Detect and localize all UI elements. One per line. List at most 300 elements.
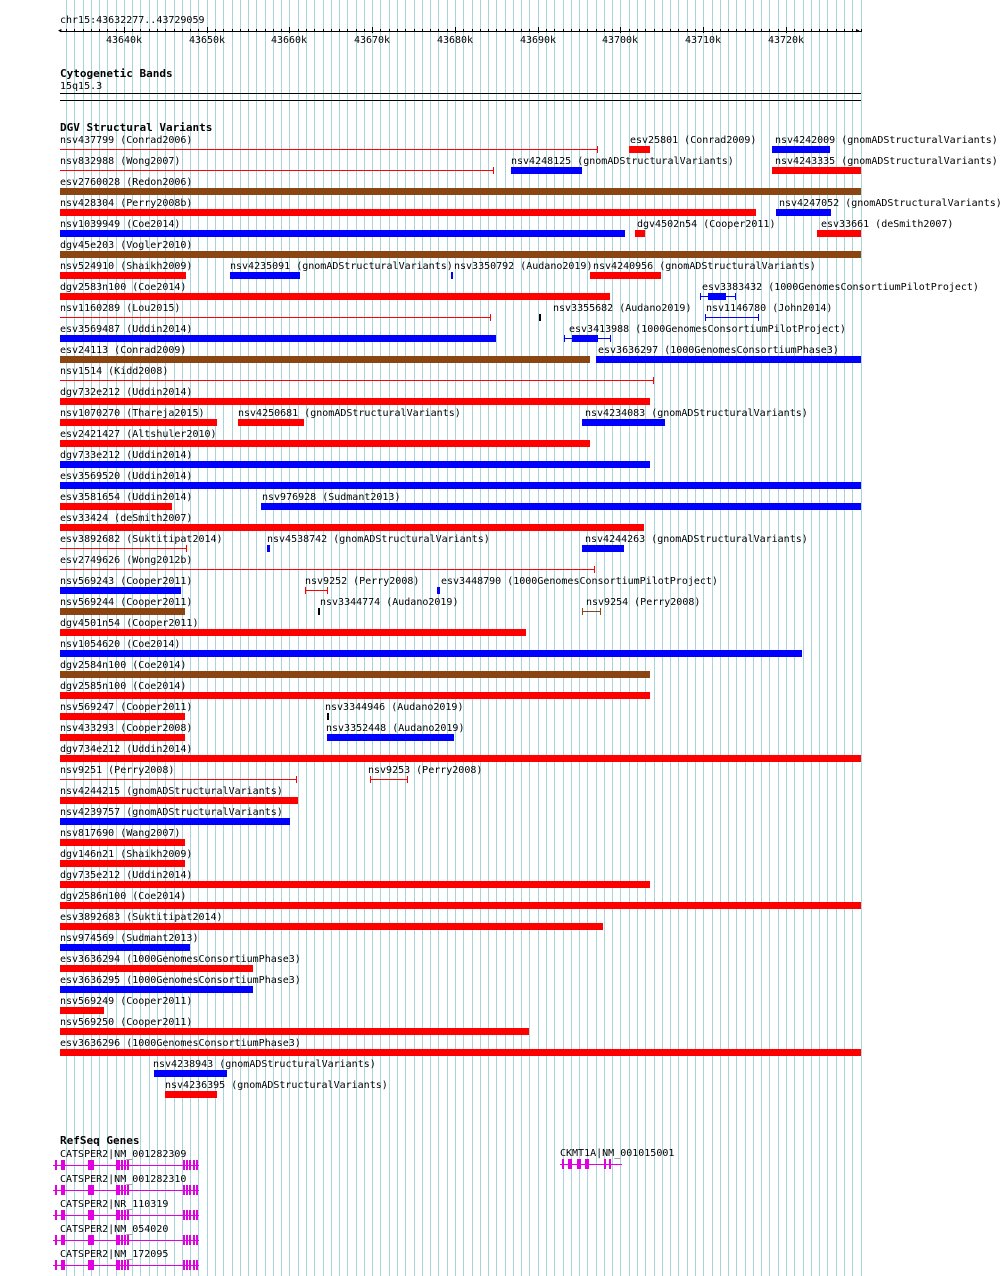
ruler-minor-tick (198, 29, 199, 32)
gene-exon (189, 1260, 191, 1270)
ruler-minor-tick (306, 29, 307, 32)
sv-label[interactable]: nsv4236395 (gnomADStructuralVariants) (165, 1080, 388, 1091)
sv-label[interactable]: nsv569244 (Cooper2011) (60, 597, 193, 608)
ruler-minor-tick (414, 29, 415, 32)
gene-label[interactable]: CATSPER2|NM_001282310 (60, 1174, 187, 1185)
ruler-minor-tick (480, 29, 481, 32)
gene-intron-line[interactable] (53, 1265, 199, 1266)
ruler-minor-tick (364, 29, 365, 32)
gene-exon (55, 1210, 57, 1220)
gene-exon (121, 1210, 123, 1220)
sv-label[interactable]: dgv733e212 (Uddin2014) (60, 450, 193, 461)
gene-exon (193, 1160, 195, 1170)
gene-exon (121, 1260, 123, 1270)
sv-feature-bar[interactable] (539, 314, 541, 321)
sv-feature-bar[interactable] (60, 986, 253, 993)
gene-exon (189, 1235, 191, 1245)
sv-feature-bar[interactable] (60, 587, 181, 594)
ruler-minor-tick (140, 29, 141, 32)
sv-label[interactable]: dgv2585n100 (Coe2014) (60, 681, 187, 692)
gene-exon (121, 1235, 123, 1245)
sv-feature-bar[interactable] (60, 209, 756, 216)
sv-feature-span[interactable] (705, 317, 759, 318)
sv-label[interactable]: nsv433293 (Cooper2008) (60, 723, 193, 734)
ruler-minor-tick (447, 29, 448, 32)
ruler-minor-tick (422, 29, 423, 32)
gene-exon (92, 1235, 94, 1245)
gene-exon (183, 1160, 185, 1170)
gene-glyph-ckmt1a[interactable] (560, 1159, 622, 1171)
ruler-tick (289, 27, 290, 33)
sv-feature-bar[interactable] (60, 251, 861, 258)
sv-label[interactable]: nsv4538742 (gnomADStructuralVariants) (267, 534, 490, 545)
sv-label[interactable]: nsv9253 (Perry2008) (368, 765, 483, 776)
sv-feature-span[interactable] (60, 317, 491, 318)
sv-label[interactable]: nsv4248125 (gnomADStructuralVariants) (511, 156, 734, 167)
gene-exon (193, 1260, 195, 1270)
sv-feature-bar[interactable] (60, 734, 185, 741)
sv-label[interactable]: nsv4238943 (gnomADStructuralVariants) (153, 1059, 376, 1070)
sv-label[interactable]: nsv9252 (Perry2008) (305, 576, 420, 587)
ruler-minor-tick (654, 29, 655, 32)
sv-feature-bar[interactable] (60, 461, 650, 468)
sv-label[interactable]: nsv4242009 (gnomADStructuralVariants) (775, 135, 998, 146)
sv-feature-bar[interactable] (327, 713, 329, 720)
sv-label[interactable]: nsv4234083 (gnomADStructuralVariants) (585, 408, 808, 419)
sv-feature-bar[interactable] (635, 230, 645, 237)
ruler-tick-label: 43710k (684, 35, 722, 46)
gene-exon (63, 1185, 65, 1195)
sv-feature-cap (597, 146, 598, 153)
ruler-minor-tick (563, 29, 564, 32)
ruler-minor-tick (165, 29, 166, 32)
sv-feature-bar[interactable] (60, 482, 861, 489)
ruler-axis (60, 31, 861, 32)
cytoband-track-title[interactable]: Cytogenetic Bands (60, 67, 173, 80)
sv-feature-bar[interactable] (60, 671, 650, 678)
gene-exon (63, 1235, 65, 1245)
sv-feature-bar[interactable] (60, 923, 603, 930)
sv-label[interactable]: nsv1146780 (John2014) (706, 303, 833, 314)
sv-label[interactable]: esv33661 (deSmith2007) (821, 219, 954, 230)
ruler-minor-tick (579, 29, 580, 32)
sv-feature-span[interactable] (370, 779, 408, 780)
ruler-minor-tick (571, 29, 572, 32)
ruler-minor-tick (596, 29, 597, 32)
sv-label[interactable]: esv3383432 (1000GenomesConsortiumPilotProject) (702, 282, 979, 293)
sv-feature-bar[interactable] (60, 629, 526, 636)
sv-feature-bar[interactable] (582, 419, 665, 426)
sv-label[interactable]: nsv569249 (Cooper2011) (60, 996, 193, 1007)
sv-feature-bar[interactable] (451, 272, 453, 279)
ruler-minor-tick (844, 29, 845, 32)
sv-feature-bar[interactable] (154, 1070, 227, 1077)
ruler-minor-tick (819, 29, 820, 32)
gene-label[interactable]: CATSPER2|NM_001282309 (60, 1149, 187, 1160)
cytoband-label: 15q15.3 (60, 81, 103, 92)
ruler-minor-tick (83, 29, 84, 32)
sv-feature-bar[interactable] (60, 902, 861, 909)
sv-feature-bar[interactable] (817, 230, 861, 237)
ruler-minor-tick (778, 29, 779, 32)
ruler-minor-tick (472, 29, 473, 32)
sv-label[interactable]: esv33424 (deSmith2007) (60, 513, 193, 524)
gene-intron-line[interactable] (53, 1240, 199, 1241)
ruler-minor-tick (496, 29, 497, 32)
ruler-minor-tick (728, 29, 729, 32)
sv-feature-cap (490, 314, 491, 321)
sv-feature-cap (305, 587, 306, 594)
sv-feature-core[interactable] (572, 335, 598, 342)
ruler-minor-tick (852, 29, 853, 32)
sv-feature-bar[interactable] (267, 545, 270, 552)
sv-feature-span[interactable] (582, 611, 601, 612)
sv-feature-bar[interactable] (60, 755, 861, 762)
ruler-minor-tick (389, 29, 390, 32)
ruler-minor-tick (546, 29, 547, 32)
sv-feature-bar[interactable] (60, 188, 861, 195)
ruler-minor-tick (215, 29, 216, 32)
sv-label[interactable]: dgv735e212 (Uddin2014) (60, 870, 193, 881)
sv-label[interactable]: nsv4235091 (gnomADStructuralVariants) (230, 261, 453, 272)
gene-label[interactable]: CATSPER2|NM_054020 (60, 1224, 169, 1235)
sv-feature-bar[interactable] (590, 272, 661, 279)
sv-label[interactable]: nsv4244263 (gnomADStructuralVariants) (585, 534, 808, 545)
gene-label[interactable]: CATSPER2|NM_172095 (60, 1249, 169, 1260)
sv-feature-bar[interactable] (60, 965, 253, 972)
ruler-minor-tick (513, 29, 514, 32)
sv-label[interactable]: esv3636294 (1000GenomesConsortiumPhase3) (60, 954, 301, 965)
ruler-minor-tick (612, 29, 613, 32)
sv-label[interactable]: nsv817690 (Wang2007) (60, 828, 181, 839)
gene-exon (186, 1260, 188, 1270)
gene-exon (186, 1160, 188, 1170)
gene-exon (118, 1160, 120, 1170)
gene-exon (118, 1260, 120, 1270)
gene-exon (196, 1210, 198, 1220)
ruler-minor-tick (803, 29, 804, 32)
ruler-minor-tick (604, 29, 605, 32)
sv-feature-cap (493, 167, 494, 174)
sv-label[interactable]: dgv4502n54 (Cooper2011) (637, 219, 776, 230)
sv-feature-bar[interactable] (629, 146, 650, 153)
sv-label[interactable]: esv3569487 (Uddin2014) (60, 324, 193, 335)
ruler-minor-tick (836, 29, 837, 32)
sv-feature-cap (653, 377, 654, 384)
sv-feature-cap (705, 314, 706, 321)
ruler-tick (207, 27, 208, 33)
sv-label[interactable]: dgv734e212 (Uddin2014) (60, 744, 193, 755)
sv-label[interactable]: dgv4501n54 (Cooper2011) (60, 618, 199, 629)
ruler-tick-label: 43650k (188, 35, 226, 46)
gene-exon (92, 1185, 94, 1195)
sv-label[interactable]: nsv9254 (Perry2008) (586, 597, 701, 608)
sv-label[interactable]: dgv146n21 (Shaikh2009) (60, 849, 193, 860)
gene-exon (189, 1160, 191, 1170)
ruler-minor-tick (74, 29, 75, 32)
ruler-tick (538, 27, 539, 33)
sv-feature-cap (758, 314, 759, 321)
ruler-minor-tick (116, 29, 117, 32)
gene-exon (186, 1210, 188, 1220)
sv-label[interactable]: nsv4244215 (gnomADStructuralVariants) (60, 786, 283, 797)
sv-label[interactable]: nsv974569 (Sudmant2013) (60, 933, 199, 944)
sv-feature-cap (370, 776, 371, 783)
gene-exon (63, 1260, 65, 1270)
sv-feature-bar[interactable] (582, 545, 624, 552)
sv-label[interactable]: nsv3344774 (Audano2019) (320, 597, 459, 608)
gene-exon (183, 1260, 185, 1270)
ruler-minor-tick (256, 29, 257, 32)
ruler-minor-tick (629, 29, 630, 32)
ruler-tick (786, 27, 787, 33)
sv-label[interactable]: dgv2584n100 (Coe2014) (60, 660, 187, 671)
sv-label[interactable]: nsv4250681 (gnomADStructuralVariants) (238, 408, 461, 419)
sv-label[interactable]: nsv569243 (Cooper2011) (60, 576, 193, 587)
sv-feature-core[interactable] (708, 293, 726, 300)
gene-exon (121, 1185, 123, 1195)
sv-label[interactable]: esv3892682 (Suktitipat2014) (60, 534, 223, 545)
ruler-minor-tick (637, 29, 638, 32)
ruler-minor-tick (107, 29, 108, 32)
gene-exon (124, 1210, 126, 1220)
ruler-minor-tick (438, 29, 439, 32)
sv-feature-cap (735, 293, 736, 300)
sv-feature-span[interactable] (305, 590, 328, 591)
sv-feature-bar[interactable] (60, 230, 625, 237)
gene-exon (193, 1235, 195, 1245)
ruler-minor-tick (529, 29, 530, 32)
sv-feature-bar[interactable] (60, 356, 590, 363)
sv-feature-cap (610, 335, 611, 342)
ruler-minor-tick (587, 29, 588, 32)
gene-exon (92, 1210, 94, 1220)
sv-label[interactable]: nsv524910 (Shaikh2009) (60, 261, 193, 272)
ruler-tick (372, 27, 373, 33)
sv-label[interactable]: dgv2583n100 (Coe2014) (60, 282, 187, 293)
sv-label[interactable]: nsv4243335 (gnomADStructuralVariants) (775, 156, 998, 167)
sv-feature-span[interactable] (60, 779, 297, 780)
sv-label[interactable]: esv25801 (Conrad2009) (630, 135, 757, 146)
sv-feature-bar[interactable] (60, 398, 650, 405)
sv-label[interactable]: esv2749626 (Wong2012b) (60, 555, 193, 566)
gene-exon (127, 1185, 129, 1195)
sv-label[interactable]: nsv3350792 (Audano2019) (454, 261, 593, 272)
gene-intron-line[interactable] (53, 1190, 199, 1191)
gene-label-ckmt1a[interactable]: CKMT1A|NM_001015001 (560, 1148, 675, 1159)
sv-label[interactable]: nsv1514 (Kidd2008) (60, 366, 169, 377)
sv-label[interactable]: nsv3344946 (Audano2019) (325, 702, 464, 713)
sv-label[interactable]: dgv732e212 (Uddin2014) (60, 387, 193, 398)
sv-feature-bar[interactable] (60, 818, 290, 825)
ruler-minor-tick (149, 29, 150, 32)
sv-feature-bar[interactable] (60, 1028, 529, 1035)
sv-label[interactable]: nsv428304 (Perry2008b) (60, 198, 193, 209)
gene-exon (183, 1210, 185, 1220)
ruler-minor-tick (223, 29, 224, 32)
sv-label[interactable]: nsv3355682 (Audano2019) (553, 303, 692, 314)
sv-label[interactable]: nsv1054620 (Coe2014) (60, 639, 181, 650)
ruler-minor-tick (811, 29, 812, 32)
sv-label[interactable]: nsv569250 (Cooper2011) (60, 1017, 193, 1028)
sv-feature-bar[interactable] (60, 650, 802, 657)
grid-line (861, 0, 862, 1276)
sv-feature-bar[interactable] (511, 167, 582, 174)
sv-feature-cap (296, 776, 297, 783)
sv-feature-bar[interactable] (60, 503, 172, 510)
ruler-tick-label: 43720k (767, 35, 805, 46)
ruler-minor-tick (662, 29, 663, 32)
sv-feature-bar[interactable] (60, 860, 185, 867)
sv-feature-bar[interactable] (60, 440, 590, 447)
sv-label[interactable]: dgv45e203 (Vogler2010) (60, 240, 193, 251)
cytoband-band-line (60, 93, 861, 94)
sv-feature-bar[interactable] (60, 1049, 861, 1056)
gene-exon (118, 1235, 120, 1245)
gene-exon (124, 1235, 126, 1245)
sv-label[interactable]: nsv569247 (Cooper2011) (60, 702, 193, 713)
sv-feature-cap (700, 293, 701, 300)
ruler-tick (703, 27, 704, 33)
sv-label[interactable]: esv2760028 (Redon2006) (60, 177, 193, 188)
gene-intron-line[interactable] (53, 1215, 199, 1216)
ruler-minor-tick (273, 29, 274, 32)
ruler-minor-tick (331, 29, 332, 32)
sv-label[interactable]: esv2421427 (Altshuler2010) (60, 429, 217, 440)
ruler-minor-tick (505, 29, 506, 32)
sv-feature-span[interactable] (60, 548, 187, 549)
ruler-minor-tick (380, 29, 381, 32)
sv-feature-bar[interactable] (261, 503, 861, 510)
sv-feature-span[interactable] (60, 380, 654, 381)
sv-label[interactable]: nsv1160289 (Lou2015) (60, 303, 181, 314)
gene-exon (92, 1260, 94, 1270)
sv-feature-bar[interactable] (60, 692, 650, 699)
gene-exon (193, 1185, 195, 1195)
gene-exon (196, 1260, 198, 1270)
ruler-minor-tick (281, 29, 282, 32)
gene-exon (186, 1235, 188, 1245)
sv-label[interactable]: esv3636296 (1000GenomesConsortiumPhase3) (60, 1038, 301, 1049)
ruler-tick-label: 43700k (601, 35, 639, 46)
sv-label[interactable]: nsv3352448 (Audano2019) (326, 723, 465, 734)
ruler-tick-label: 43670k (353, 35, 391, 46)
sv-label[interactable]: nsv1070270 (Thareja2015) (60, 408, 205, 419)
sv-feature-bar[interactable] (772, 167, 861, 174)
sv-feature-bar[interactable] (60, 1007, 104, 1014)
sv-feature-span[interactable] (60, 149, 598, 150)
refseq-track-title[interactable]: RefSeq Genes (60, 1134, 140, 1147)
sv-label[interactable]: nsv9251 (Perry2008) (60, 765, 175, 776)
gene-exon (196, 1235, 198, 1245)
ruler-minor-tick (861, 29, 862, 32)
sv-feature-bar[interactable] (165, 1091, 217, 1098)
sv-feature-bar[interactable] (60, 524, 644, 531)
sv-label[interactable]: esv3413988 (1000GenomesConsortiumPilotProject) (569, 324, 846, 335)
sv-label[interactable]: nsv4247052 (gnomADStructuralVariants) (779, 198, 1002, 209)
sv-label[interactable]: nsv832988 (Wong2007) (60, 156, 181, 167)
gene-exon (118, 1185, 120, 1195)
gene-exon (124, 1185, 126, 1195)
ruler-minor-tick (678, 29, 679, 32)
ruler-minor-tick (712, 29, 713, 32)
sv-feature-bar[interactable] (596, 356, 861, 363)
sv-label[interactable]: nsv4240956 (gnomADStructuralVariants) (593, 261, 816, 272)
ruler-minor-tick (265, 29, 266, 32)
sv-feature-bar[interactable] (60, 881, 650, 888)
gene-exon (55, 1160, 57, 1170)
ruler-minor-tick (190, 29, 191, 32)
ruler-right-arrow-icon[interactable]: ▸ (855, 26, 861, 36)
sv-label[interactable]: esv24113 (Conrad2009) (60, 345, 187, 356)
track-divider (60, 100, 861, 101)
sv-feature-bar[interactable] (772, 146, 830, 153)
ruler-minor-tick (753, 29, 754, 32)
sv-feature-bar[interactable] (60, 797, 298, 804)
sv-label[interactable]: esv3892683 (Suktitipat2014) (60, 912, 223, 923)
ruler-minor-tick (745, 29, 746, 32)
sv-feature-bar[interactable] (60, 272, 186, 279)
sv-feature-cap (594, 566, 595, 573)
sv-feature-span[interactable] (60, 170, 494, 171)
sv-label[interactable]: nsv437799 (Conrad2006) (60, 135, 193, 146)
ruler-minor-tick (232, 29, 233, 32)
sv-feature-bar[interactable] (238, 419, 304, 426)
sv-label[interactable]: nsv1039949 (Coe2014) (60, 219, 181, 230)
sv-feature-cap (582, 608, 583, 615)
gene-exon (55, 1185, 57, 1195)
gene-exon (189, 1185, 191, 1195)
ruler-tick-label: 43680k (436, 35, 474, 46)
sv-feature-bar[interactable] (60, 608, 185, 615)
sv-label[interactable]: esv3636295 (1000GenomesConsortiumPhase3) (60, 975, 301, 986)
sv-feature-bar[interactable] (60, 293, 610, 300)
sv-label[interactable]: nsv976928 (Sudmant2013) (262, 492, 401, 503)
sv-feature-bar[interactable] (60, 419, 217, 426)
ruler-tick (124, 27, 125, 33)
ruler-left-arrow-icon[interactable]: ◂ (57, 26, 63, 36)
gene-exon (121, 1160, 123, 1170)
gene-exon (183, 1185, 185, 1195)
sv-feature-bar[interactable] (60, 944, 190, 951)
ruler-minor-tick (347, 29, 348, 32)
sv-label[interactable]: esv3636297 (1000GenomesConsortiumPhase3) (598, 345, 839, 356)
sv-feature-bar[interactable] (437, 587, 440, 594)
sv-feature-bar[interactable] (60, 335, 496, 342)
sv-feature-bar[interactable] (60, 839, 185, 846)
sv-feature-bar[interactable] (327, 734, 454, 741)
sv-label[interactable]: esv3448790 (1000GenomesConsortiumPilotProject) (441, 576, 718, 587)
sv-feature-span[interactable] (60, 569, 595, 570)
sv-feature-bar[interactable] (318, 608, 320, 615)
gene-intron-line[interactable] (53, 1165, 199, 1166)
ruler-minor-tick (430, 29, 431, 32)
gene-exon (186, 1185, 188, 1195)
sv-feature-bar[interactable] (60, 713, 185, 720)
gene-exon (63, 1210, 65, 1220)
sv-label[interactable]: esv3569520 (Uddin2014) (60, 471, 193, 482)
sv-label[interactable]: nsv4239757 (gnomADStructuralVariants) (60, 807, 283, 818)
ruler-minor-tick (521, 29, 522, 32)
sv-feature-bar[interactable] (776, 209, 831, 216)
sv-feature-bar[interactable] (230, 272, 300, 279)
gene-label[interactable]: CATSPER2|NR_110319 (60, 1199, 169, 1210)
gene-exon (183, 1235, 185, 1245)
dgv-track-title[interactable]: DGV Structural Variants (60, 121, 213, 134)
sv-label[interactable]: dgv2586n100 (Coe2014) (60, 891, 187, 902)
sv-label[interactable]: esv3581654 (Uddin2014) (60, 492, 193, 503)
gene-exon (127, 1260, 129, 1270)
